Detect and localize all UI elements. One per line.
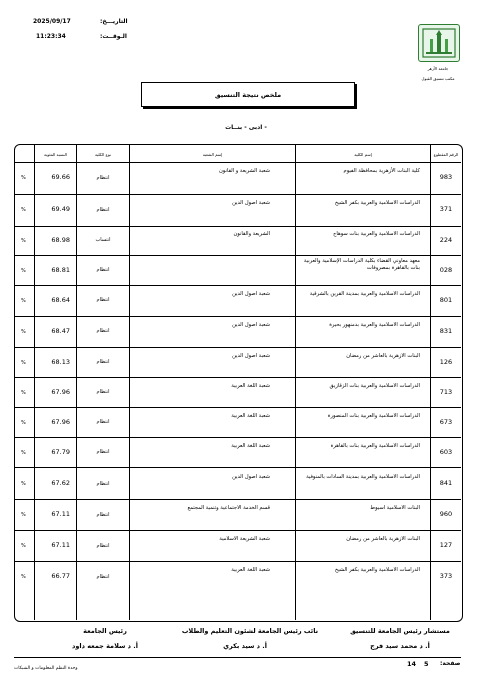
row-college: الدراسات الاسلامية والعربية بدمنهور بحيرة: [329, 322, 420, 328]
row-type: انتظام: [96, 574, 110, 580]
row-type: انتظام: [96, 297, 110, 303]
row-percent: %: [21, 175, 26, 181]
row-college: الدراسات الاسلامية والعربية بكفر الشيخ: [334, 567, 420, 573]
row-code: 603: [439, 448, 453, 456]
row-branch: شعبة اللغة العربية: [231, 383, 270, 389]
row-percent: %: [21, 420, 26, 426]
signature-vice-president-title: نائب رئيس الجامعة لشئون التعليم والطلاب: [181, 627, 319, 635]
row-percent: %: [21, 574, 26, 580]
signature-coordinator-name: أ. د محمد سيد فرج: [370, 642, 430, 650]
row-percent: %: [21, 390, 26, 396]
page-current: 5: [424, 660, 429, 668]
row-type: انتظام: [96, 449, 110, 455]
row-type: انتظام: [96, 267, 110, 273]
row-code: 841: [439, 479, 453, 487]
row-code: 224: [439, 236, 453, 244]
header-score: النسبة المئوية: [44, 152, 67, 157]
footer-divider: [14, 657, 461, 658]
row-type: انتظام: [96, 512, 110, 518]
row-percent: %: [21, 360, 26, 366]
row-type: انتظام: [96, 389, 110, 395]
office-name: مكتب تنسيق القبول: [421, 76, 455, 81]
row-score: 68.98: [51, 236, 70, 244]
row-code: 960: [439, 510, 453, 518]
row-type: انتساب: [95, 237, 111, 243]
row-code: 983: [439, 173, 453, 181]
row-branch: الشريعة والقانون: [233, 231, 270, 237]
row-percent: %: [21, 207, 26, 213]
row-college: البنات الاسلامية اسيوط: [370, 505, 420, 511]
row-college: البنات الازهرية بالعاشر من رمضان: [346, 536, 420, 542]
row-branch: شعبة اللغة العربية: [231, 443, 270, 449]
row-branch: شعبة اصول الدين: [232, 322, 270, 328]
date-label: التاريـــخ:: [100, 18, 128, 25]
row-branch: شعبة اللغة العربية: [231, 413, 270, 419]
row-code: 831: [439, 327, 453, 335]
row-score: 66.77: [51, 572, 70, 580]
row-code: 673: [439, 418, 453, 426]
row-college: كلية البنات الأزهرية بمحافظة الفيوم: [343, 168, 420, 174]
row-score: 69.66: [51, 173, 70, 181]
row-percent: %: [21, 481, 26, 487]
row-score: 67.62: [51, 479, 70, 487]
signature-president-name: أ. د سلامة جمعه داود: [72, 642, 138, 650]
row-branch: قسم الخدمة الاجتماعية وتنمية المجتمع: [187, 505, 270, 511]
row-score: 68.64: [51, 296, 70, 304]
row-branch: شعبة اصول الدين: [232, 353, 270, 359]
row-percent: %: [21, 450, 26, 456]
page-total: 14: [407, 660, 417, 668]
date-value: 2025/09/17: [33, 18, 71, 25]
row-code: 713: [439, 388, 453, 396]
row-type: انتظام: [96, 207, 110, 213]
header-type: نوع الكلية: [94, 152, 112, 157]
row-score: 67.96: [51, 418, 70, 426]
row-college: الدراسات الاسلامية والعربية بنات المنصورة: [327, 413, 420, 419]
row-college: البنات الازهرية بالعاشر من رمضان: [346, 353, 420, 359]
row-score: 68.81: [51, 266, 70, 274]
row-type: انتظام: [96, 419, 110, 425]
report-subtitle: - ادبى - بنــات: [225, 124, 267, 131]
row-score: 68.47: [51, 327, 70, 335]
row-code: 373: [439, 572, 453, 580]
row-type: انتظام: [96, 359, 110, 365]
university-name: جامعة الأزهر: [427, 66, 449, 71]
row-code: 371: [439, 205, 453, 213]
header-code: الرقم المقطوع: [433, 152, 459, 157]
row-college: معهد معاوني القضاء بكلية الدراسات الإسلامية والعربية بنات بالقاهرة بمصروفات: [303, 258, 420, 271]
report-title: ملخص نتيجة التنسيق: [141, 82, 355, 107]
signature-vice-president-name: أ. د سيد بكري: [223, 642, 267, 650]
row-percent: %: [21, 298, 26, 304]
row-score: 68.13: [51, 358, 70, 366]
row-branch: شعبة اصول الدين: [232, 291, 270, 297]
row-branch: شعبة اصول الدين: [232, 474, 270, 480]
page-label: صفحة:: [440, 660, 461, 667]
row-college: الدراسات الاسلامية والعربية بمدينة القرين بالشرقية: [309, 291, 420, 297]
row-code: 126: [439, 358, 453, 366]
row-percent: %: [21, 238, 26, 244]
row-college: الدراسات الاسلامية والعربية بمدينة السادات بالمنوفية: [306, 474, 420, 480]
row-code: 028: [439, 266, 453, 274]
row-percent: %: [21, 268, 26, 274]
row-score: 67.79: [51, 448, 70, 456]
row-college: الدراسات الاسلامية والعربية بنات الزقازيق: [329, 383, 420, 389]
row-branch: شعبة الشريعة الاسلامية: [219, 536, 270, 542]
time-label: الـوقــت:: [100, 33, 127, 40]
row-type: انتظام: [96, 481, 110, 487]
row-percent: %: [21, 329, 26, 335]
row-type: انتظام: [96, 543, 110, 549]
row-college: الدراسات الاسلامية والعربية بنات بالقاهرة: [330, 443, 420, 449]
row-score: 67.11: [51, 510, 70, 518]
row-score: 67.96: [51, 388, 70, 396]
signature-president-title: رئيس الجامعة: [83, 627, 127, 635]
row-type: انتظام: [96, 328, 110, 334]
row-college: الدراسات الاسلامية والعربية بكفر الشيخ: [334, 200, 420, 206]
row-college: الدراسات الاسلامية والعربية بنات سوهاج: [333, 231, 420, 237]
header-college: إسم الكلية: [354, 152, 372, 157]
row-score: 69.49: [51, 205, 70, 213]
row-branch: شعبة اللغة العربية: [231, 567, 270, 573]
row-percent: %: [21, 512, 26, 518]
unit-name: وحدة النظم المعلومات و الشبكات: [14, 666, 78, 671]
row-code: 801: [439, 296, 453, 304]
row-branch: شعبة اصول الدين: [232, 200, 270, 206]
row-type: انتظام: [96, 175, 110, 181]
row-percent: %: [21, 543, 26, 549]
row-code: 127: [439, 541, 453, 549]
row-score: 67.11: [51, 541, 70, 549]
time-value: 11:23:34: [36, 33, 66, 40]
signature-coordinator-title: مستشار رئيس الجامعة للتنسيق: [350, 627, 450, 635]
row-branch: شعبة الشريعة و القانون: [218, 168, 270, 174]
al-azhar-university-logo-icon: [418, 24, 460, 62]
header-branch: إسم الشعبة: [202, 152, 223, 157]
